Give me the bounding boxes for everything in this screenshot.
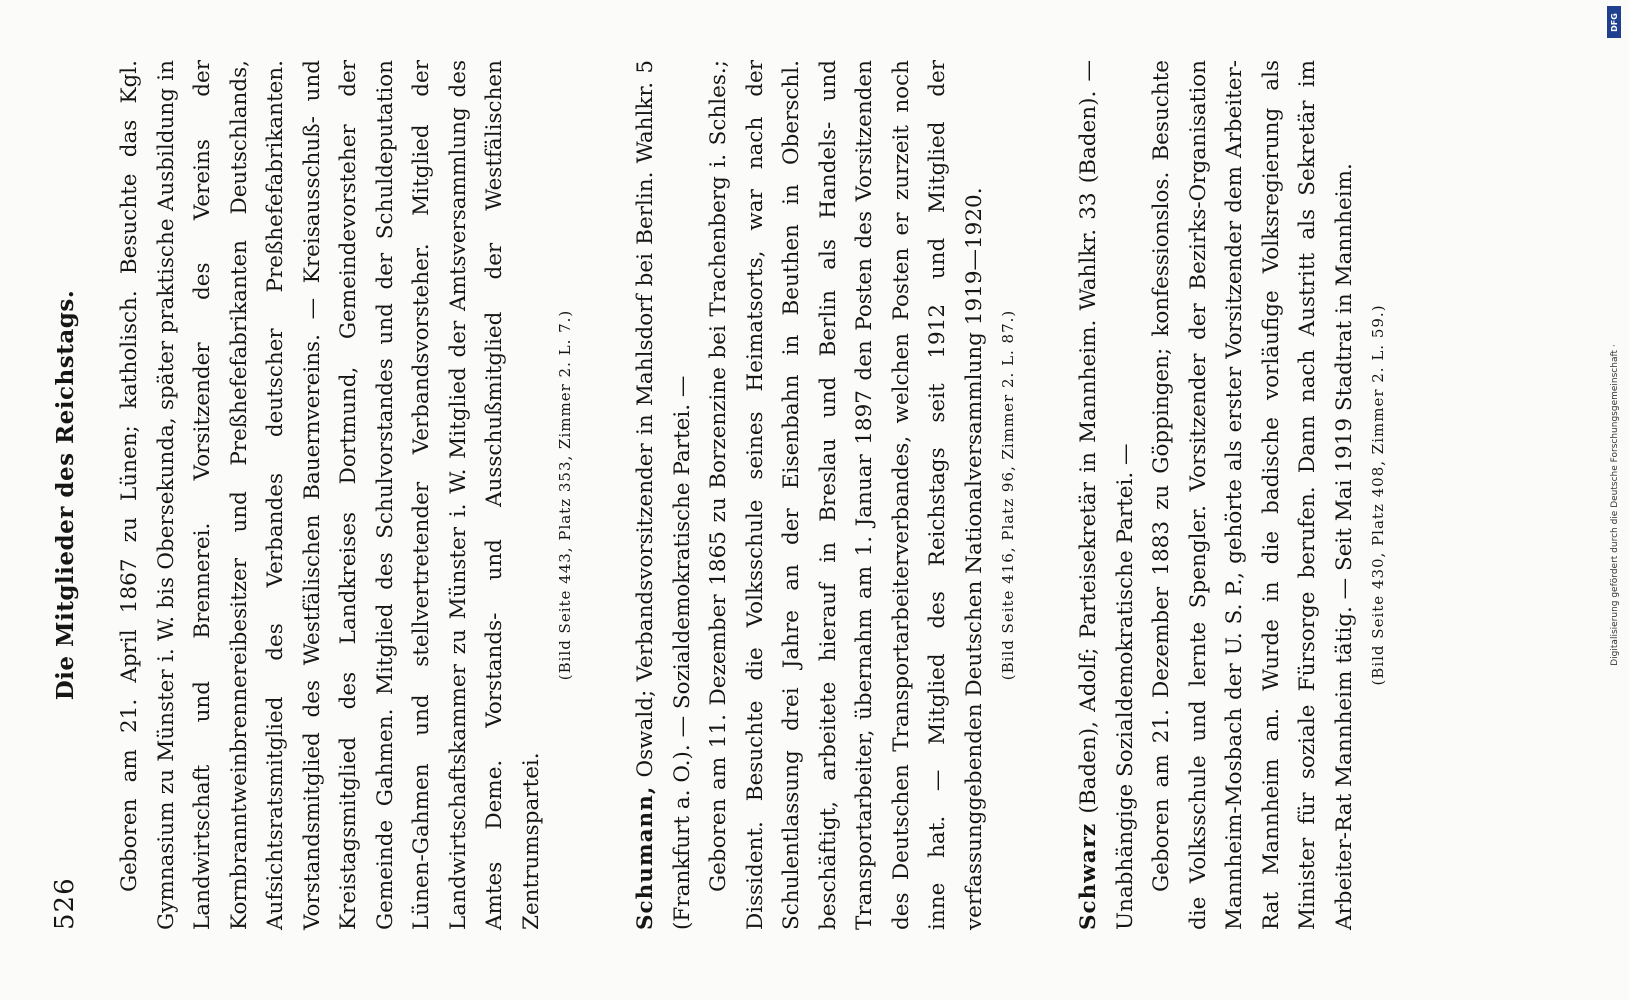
page-header bbox=[40, 60, 100, 930]
digitization-credit bbox=[1603, 0, 1627, 1000]
image-reference: (Bild Seite 430, Platz 408, Zimmer 2. L. 59.) bbox=[1369, 304, 1387, 686]
entry-heading bbox=[628, 60, 701, 930]
entry-paragraph: Geboren am 11. Dezember 1865 zu Borzenzine bei Trachenberg i. Schles.; Dissident. Besuchte die Volksschule seines Heimatsorts, war nach der Schulentlassung drei Jahre an der Eisenbahn in Beuthen in Oberschl. beschäftigt, arbeitete hierauf in Breslau und Berlin als Handels- und Transportarbeiter, übernahm am 1. Januar 1897 den Posten des Vorsitzenden des Deutschen Transportarbeiterverbandes, welchen Posten er zurzeit noch inne hat. — Mitglied des Reichstags seit 1912 und Mitglied der verfassunggebenden Deutschen Nationalversammlung 1919—1920. bbox=[706, 60, 987, 930]
entry-schumann bbox=[628, 60, 1017, 930]
member-intro: Oswald; Verbandsvorsitzender in Mahlsdorf bei Berlin. Wahlkr. 5 (Frankfurt a. O.). — Sozialdemokratische Partei. — bbox=[633, 60, 695, 930]
entry-continued bbox=[112, 60, 574, 930]
entry-schwarz bbox=[1071, 60, 1387, 930]
running-title: Die Mitglieder des Reichstags. bbox=[52, 289, 79, 701]
member-name: Schwarz bbox=[1076, 822, 1101, 930]
dfg-logo-icon: DFG bbox=[1607, 6, 1621, 38]
page-number: 526 bbox=[50, 877, 80, 930]
credit-text: Digitalisierung gefördert durch die Deutsche Forschungsgemeinschaft · bbox=[1610, 344, 1620, 666]
member-name: Schumann, bbox=[633, 785, 658, 930]
image-reference: (Bild Seite 443, Platz 353, Zimmer 2. L. 7.) bbox=[556, 309, 574, 681]
entry-paragraph: Geboren am 21. April 1867 zu Lünen; katholisch. Besuchte das Kgl. Gymnasium zu Münster i. W. bis Obersekunda, später praktische Ausbildung in Landwirtschaft und Brennerei. Vorsitzender des Vereins der Kornbranntweinbrennereibesitzer und Preßhefefabrikanten Deutschlands, Aufsichtsratsmitglied des Verbandes deutscher Preßhefefabrikanten. Vorstandsmitglied des Westfälischen Bauernvereins. — Kreisausschuß- und Kreistagsmitglied des Landkreises Dortmund, Gemeindevorsteher der Gemeinde Gahmen. Mitglied des Schulvorstandes und der Schuldeputation Lünen-Gahmen und stellvertretender Verbandsvorsteher. Mitglied der Landwirtschaftskammer zu Münster i. W. Mitglied der Amtsversammlung des Amtes Deme. Vorstands- und Ausschußmitglied der Westfälischen Zentrumspartei. bbox=[117, 60, 544, 930]
entry-heading bbox=[1071, 60, 1144, 930]
page-body bbox=[40, 60, 1387, 930]
member-intro: (Baden), Adolf; Parteisekretär in Mannheim. Wahlkr. 33 (Baden). — Unabhängige Sozialdemokratische Partei. — bbox=[1076, 60, 1138, 930]
entry-paragraph: Geboren am 21. Dezember 1883 zu Göppingen; konfessionslos. Besuchte die Volksschule und lernte Spengler. Vorsitzender der Bezirks-Organisation Mannheim-Mosbach der U. S. P., gehörte als erster Vorsitzender dem Arbeiter-Rat Mannheim an. Wurde in die badische vorläufige Volksregierung als Minister für soziale Fürsorge berufen. Dann nach Austritt als Sekretär im Arbeiter-Rat Mannheim tätig. — Seit Mai 1919 Stadtrat in Mannheim. bbox=[1149, 60, 1357, 930]
image-reference: (Bild Seite 416, Platz 96, Zimmer 2. L. 87.) bbox=[999, 309, 1017, 681]
